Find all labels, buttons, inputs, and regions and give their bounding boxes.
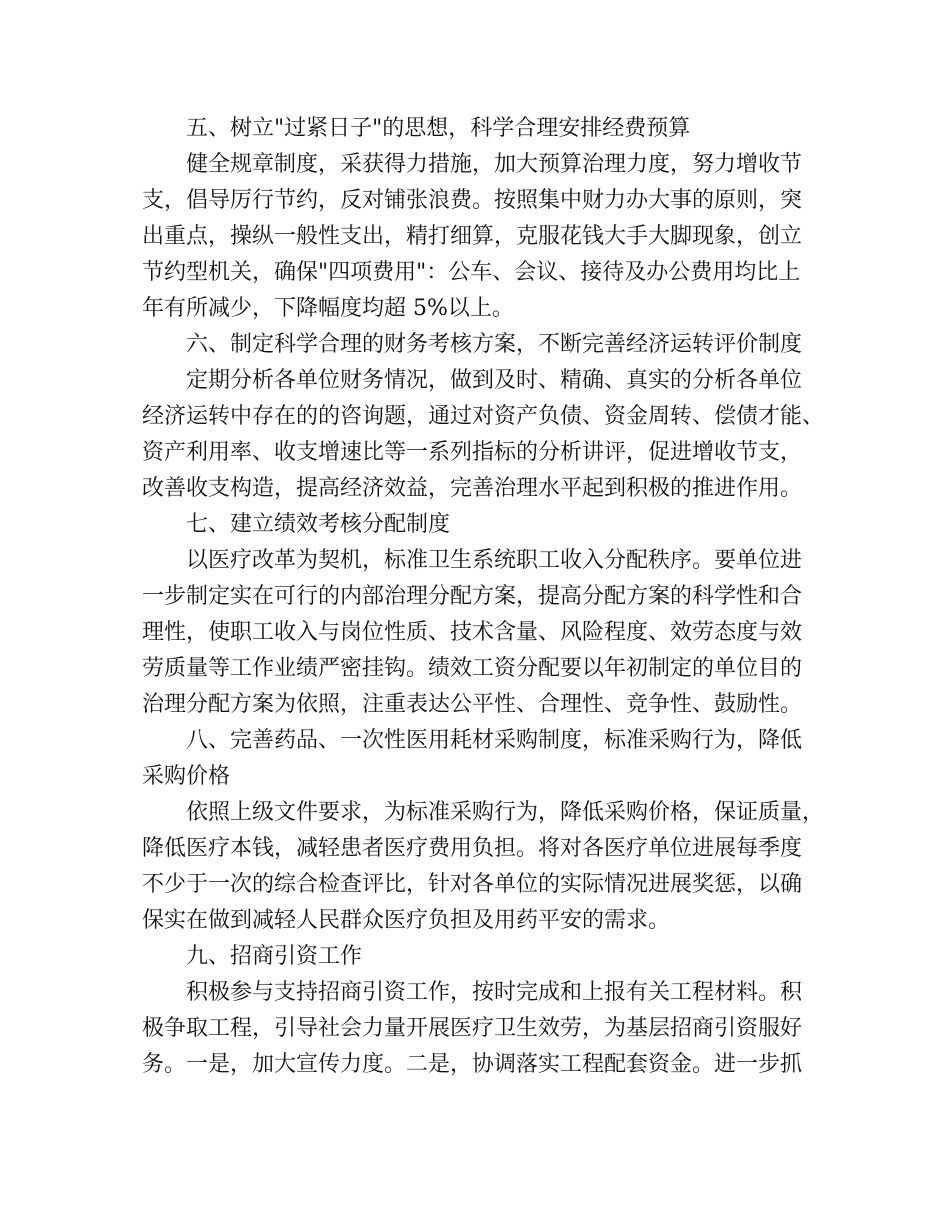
paragraph-line: 保实在做到减轻人民群众医疗负担及用药平安的需求。: [142, 908, 671, 933]
paragraph-line: 健全规章制度，采获得力措施，加大预算治理力度，努力增收节: [186, 152, 803, 177]
section-heading-8: 八、完善药品、一次性医用耗材采购制度，标准采购行为，降低: [186, 728, 803, 753]
paragraph-line: 理性，使职工收入与岗位性质、技术含量、风险程度、效劳态度与效: [142, 620, 803, 645]
section-heading-7: 七、建立绩效考核分配制度: [186, 512, 451, 537]
paragraph-line: 支，倡导厉行节约，反对铺张浪费。按照集中财力办大事的原则，突: [142, 188, 803, 213]
paragraph-line: 年有所减少，下降幅度均超 5%以上。: [142, 296, 514, 321]
paragraph-line: 资产利用率、收支增速比等一系列指标的分析讲评，促进增收节支，: [142, 440, 803, 465]
paragraph-line: 治理分配方案为依照，注重表达公平性、合理性、竞争性、鼓励性。: [142, 692, 803, 717]
paragraph-line: 不少于一次的综合检查评比，针对各单位的实际情况进展奖惩，以确: [142, 872, 803, 897]
paragraph-line: 务。一是，加大宣传力度。二是，协调落实工程配套资金。进一步抓: [142, 1052, 803, 1077]
paragraph-line: 改善收支构造，提高经济效益，完善治理水平起到积极的推进作用。: [142, 476, 803, 501]
paragraph-line: 极争取工程，引导社会力量开展医疗卫生效劳，为基层招商引资服好: [142, 1016, 803, 1041]
paragraph-line: 经济运转中存在的的咨询题，通过对资产负债、资金周转、偿债才能、: [142, 404, 825, 429]
document-body: [142, 111, 842, 1083]
section-heading-9: 九、招商引资工作: [186, 944, 363, 969]
paragraph-line: 以医疗改革为契机，标准卫生系统职工收入分配秩序。要单位进: [186, 548, 803, 573]
section-heading-5: 五、树立"过紧日子"的思想，科学合理安排经费预算: [186, 116, 691, 141]
paragraph-line: 一步制定实在可行的内部治理分配方案，提高分配方案的科学性和合: [142, 584, 803, 609]
section-heading-8-continued: 采购价格: [142, 764, 231, 789]
paragraph-line: 定期分析各单位财务情况，做到及时、精确、真实的分析各单位: [186, 368, 803, 393]
paragraph-line: 降低医疗本钱，减轻患者医疗费用负担。将对各医疗单位进展每季度: [142, 836, 803, 861]
paragraph-line: 劳质量等工作业绩严密挂钩。绩效工资分配要以年初制定的单位目的: [142, 656, 803, 681]
paragraph-line: 节约型机关，确保"四项费用"：公车、会议、接待及办公费用均比上: [142, 260, 801, 285]
paragraph-line: 依照上级文件要求，为标准采购行为，降低采购价格，保证质量，: [186, 800, 825, 825]
section-heading-6: 六、制定科学合理的财务考核方案，不断完善经济运转评价制度: [186, 332, 803, 357]
paragraph-line: 积极参与支持招商引资工作，按时完成和上报有关工程材料。积: [186, 980, 803, 1005]
paragraph-line: 出重点，操纵一般性支出，精打细算，克服花钱大手大脚现象，创立: [142, 224, 803, 249]
